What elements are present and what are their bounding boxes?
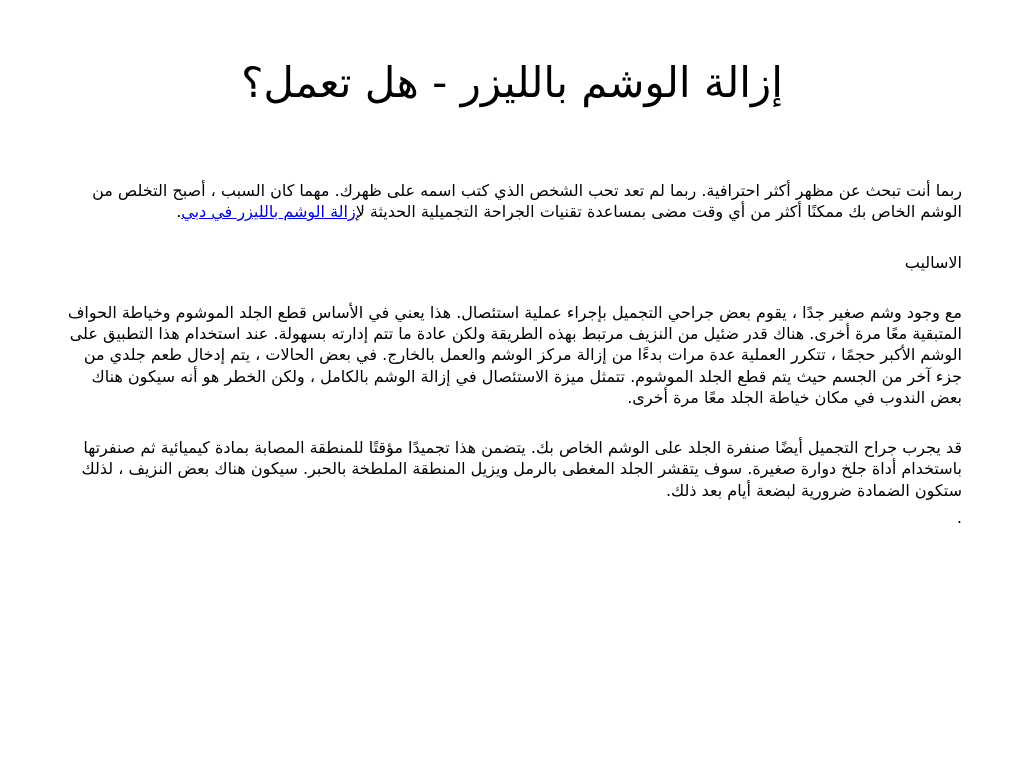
trailing-period: . xyxy=(956,507,962,527)
slide-body xyxy=(62,180,962,557)
intro-period: . xyxy=(176,202,182,222)
intro-paragraph xyxy=(62,180,962,223)
slide-title: إزالة الوشم بالليزر - هل تعمل؟ xyxy=(241,58,783,107)
methods-heading: الاساليب xyxy=(904,252,962,272)
laser-tattoo-removal-dubai-link[interactable]: إزالة الوشم بالليزر في دبي xyxy=(181,202,356,222)
intro-text: ربما أنت تبحث عن مظهر أكثر احترافية. ربما لم تعد تحب الشخص الذي كتب اسمه على ظهرك. مهما كان السبب ، أصبح التخلص من الوشم الخاص بك ممكنًا أكثر من أي وقت مضى بمساعدة تقنيات الجراحة التجميلية الحديثة ل xyxy=(92,181,962,222)
methods-paragraph: مع وجود وشم صغير جدًا ، يقوم بعض جراحي التجميل بإجراء عملية استئصال. هذا يعني في الأساس قطع الجلد الموشوم وخياطة الحواف المتبقية معًا مرة أخرى. هناك قدر ضئيل من النزيف مرتبط بهذه الطريقة ولكن عادة ما تتم إدارته بسهولة. عند استخدام هذا التطبيق على الوشم الأكبر حجمًا ، تتكرر العملية عدة مرات بدءًا من إزالة مركز الوشم والعمل بالخارج. في بعض الحالات ، يتم إدخال طعم جلدي من جزء آخر من الجسم حيث يتم قطع الجلد الموشوم. تتمثل ميزة الاستئصال في إزالة الوشم بالكامل ، ولكن الخطر هو أنه سيكون هناك بعض الندوب في مكان خياطة الجلد معًا مرة أخرى. xyxy=(67,302,962,407)
sanding-paragraph: قد يجرب جراح التجميل أيضًا صنفرة الجلد على الوشم الخاص بك. يتضمن هذا تجميدًا مؤقتًا للمنطقة المصابة بمادة كيميائية ثم صنفرتها باستخدام أداة جلخ دوارة صغيرة. سوف يتقشر الجلد المغطى بالرمل ويزيل المنطقة الملطخة بالحبر. سيكون هناك بعض النزيف ، لذلك ستكون الضمادة ضرورية لبضعة أيام بعد ذلك. xyxy=(81,438,962,500)
